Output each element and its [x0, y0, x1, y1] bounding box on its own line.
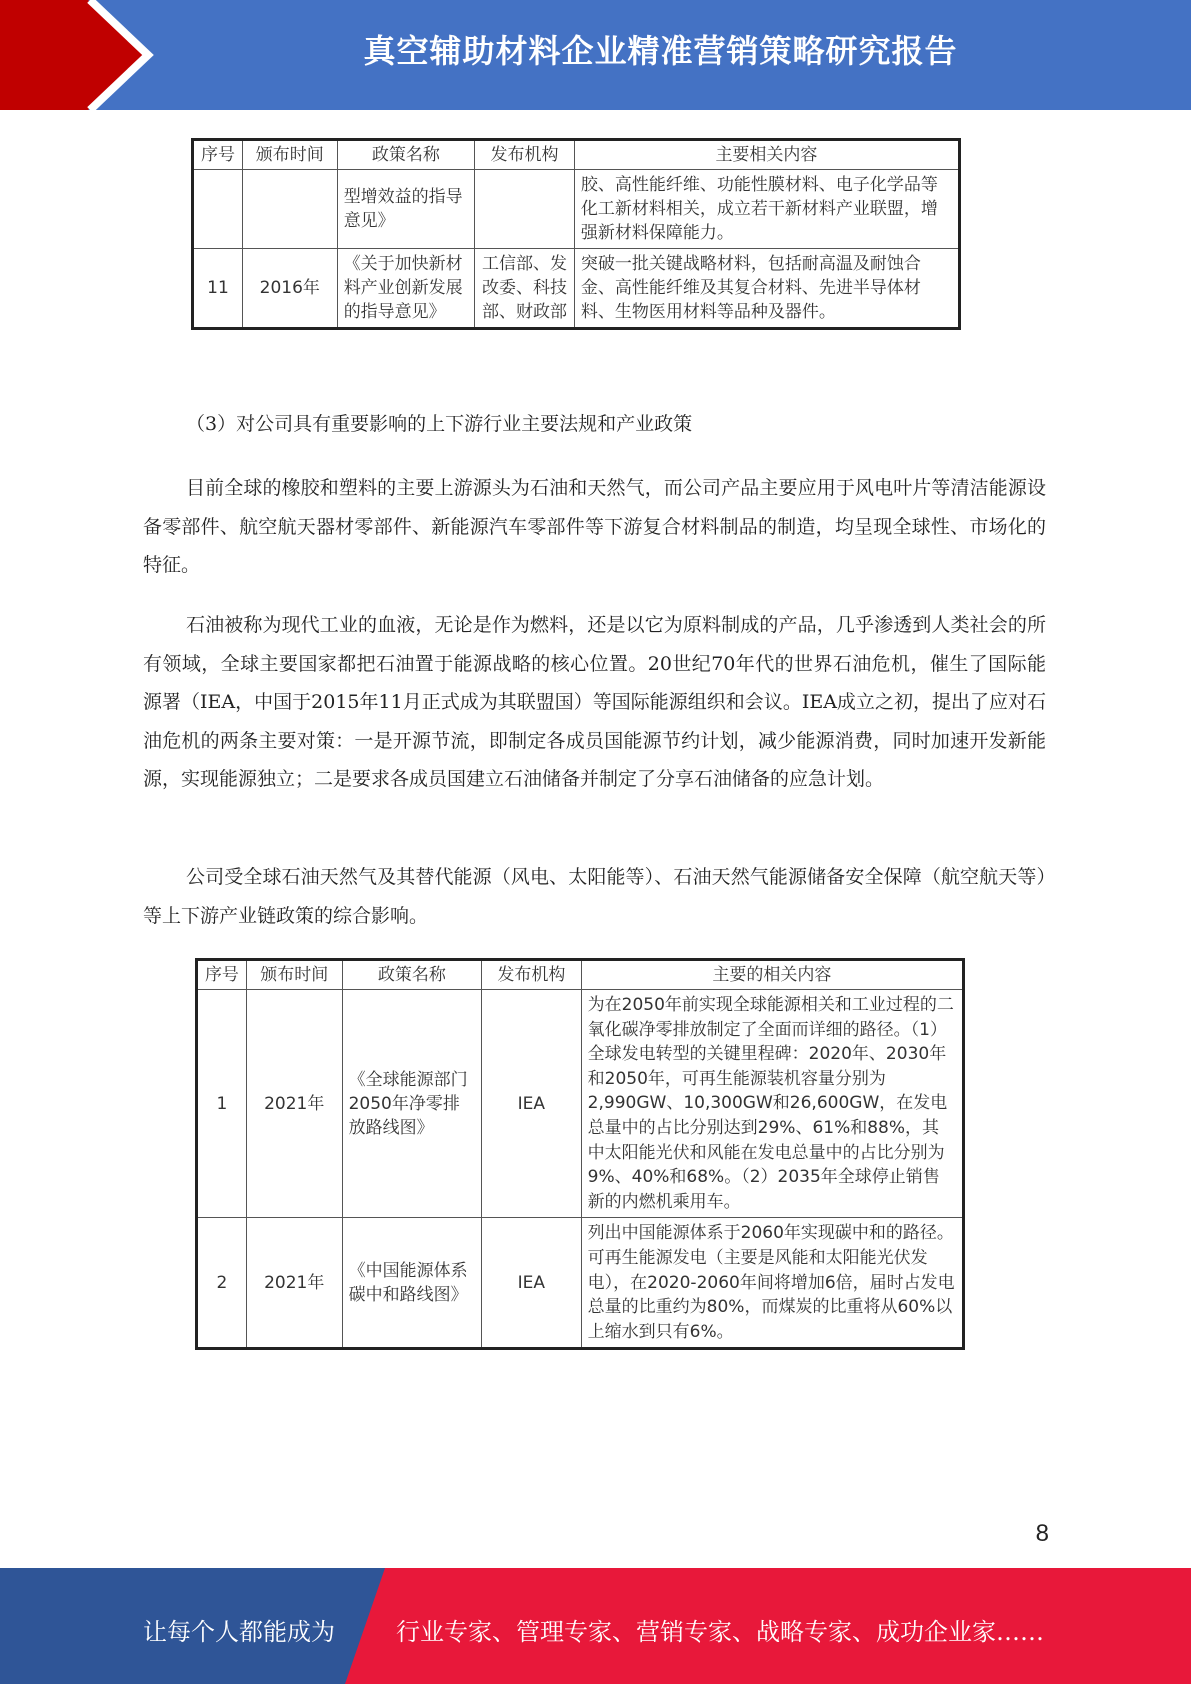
table-header-row [197, 960, 964, 990]
paragraph-impact: 公司受全球石油天然气及其替代能源（风电、太阳能等）、石油天然气能源储备安全保障（航空航天等）等上下游产业链政策的综合影响。 [143, 866, 1046, 927]
col-header-content: 主要相关内容 [574, 140, 959, 170]
cell-no: 2 [197, 1218, 247, 1349]
policy-table-2 [195, 958, 965, 1350]
cell-date: 2021年 [246, 990, 342, 1218]
cell-date [242, 170, 337, 249]
cell-no: 11 [193, 249, 243, 329]
footer-slogan-left: 让每个人都能成为 [143, 1618, 335, 1646]
col-header-date: 颁布时间 [246, 960, 342, 990]
table-row [193, 170, 960, 249]
cell-org: IEA [482, 990, 582, 1218]
col-header-name: 政策名称 [342, 960, 481, 990]
cell-org: IEA [482, 1218, 582, 1349]
report-title: 真空辅助材料企业精准营销策略研究报告 [363, 32, 958, 70]
col-header-org: 发布机构 [475, 140, 575, 170]
cell-content: 列出中国能源体系于2060年实现碳中和的路径。可再生能源发电（主要是风能和太阳能光伏发电），在2020-2060年间将增加6倍，届时占发电总量的比重约为80%，而煤炭的比重将从60%以上缩水到只有6%。 [581, 1218, 963, 1349]
table-row [197, 1218, 964, 1349]
policy-table-1 [191, 138, 961, 330]
chevron-logo-icon [0, 0, 160, 110]
cell-content: 为在2050年前实现全球能源相关和工业过程的二氧化碳净零排放制定了全面而详细的路径。（1）全球发电转型的关键里程碑：2020年、2030年和2050年，可再生能源装机容量分别为2,990GW、10,300GW和26,600GW，在发电总量中的占比分别达到29%、61%和88%，其中太阳能光伏和风能在发电总量中的占比分别为9%、40%和68%。（2）2035年全球停止销售新的内燃机乘用车。 [581, 990, 963, 1218]
page-header [0, 0, 1191, 110]
cell-content: 胶、高性能纤维、功能性膜材料、电子化学品等化工新材料相关，成立若干新材料产业联盟，增强新材料保障能力。 [574, 170, 959, 249]
cell-date: 2021年 [246, 1218, 342, 1349]
col-header-date: 颁布时间 [242, 140, 337, 170]
cell-org: 工信部、发改委、科技部、财政部 [475, 249, 575, 329]
table-row [193, 249, 960, 329]
page-footer [0, 1568, 1191, 1684]
footer-slogan-right: 行业专家、管理专家、营销专家、战略专家、成功企业家…… [396, 1618, 1044, 1646]
paragraph-upstream: 目前全球的橡胶和塑料的主要上游源头为石油和天然气，而公司产品主要应用于风电叶片等清洁能源设备零部件、航空航天器材零部件、新能源汽车零部件等下游复合材料制品的制造，均呈现全球性、市场化的特征。 [143, 477, 1046, 576]
col-header-no: 序号 [197, 960, 247, 990]
table-header-row [193, 140, 960, 170]
col-header-no: 序号 [193, 140, 243, 170]
paragraph-oil: 石油被称为现代工业的血液，无论是作为燃料，还是以它为原料制成的产品，几乎渗透到人类社会的所有领域，全球主要国家都把石油置于能源战略的核心位置。20世纪70年代的世界石油危机，催生了国际能源署（IEA，中国于2015年11月正式成为其联盟国）等国际能源组织和会议。IEA成立之初，提出了应对石油危机的两条主要对策：一是开源节流，即制定各成员国能源节约计划，减少能源消费，同时加速开发新能源，实现能源独立；二是要求各成员国建立石油储备并制定了分享石油储备的应急计划。 [143, 614, 1046, 790]
cell-name: 《关于加快新材料产业创新发展的指导意见》 [337, 249, 474, 329]
cell-name: 《中国能源体系碳中和路线图》 [342, 1218, 481, 1349]
cell-content: 突破一批关键战略材料，包括耐高温及耐蚀合金、高性能纤维及其复合材料、先进半导体材料、生物医用材料等品种及器件。 [574, 249, 959, 329]
col-header-org: 发布机构 [482, 960, 582, 990]
cell-org [475, 170, 575, 249]
cell-no: 1 [197, 990, 247, 1218]
cell-no [193, 170, 243, 249]
cell-date: 2016年 [242, 249, 337, 329]
page-number: 8 [1035, 1520, 1049, 1547]
cell-name: 型增效益的指导意见》 [337, 170, 474, 249]
col-header-name: 政策名称 [337, 140, 474, 170]
col-header-content: 主要的相关内容 [581, 960, 963, 990]
table-row [197, 990, 964, 1218]
section-heading: （3）对公司具有重要影响的上下游行业主要法规和产业政策 [186, 413, 693, 435]
cell-name: 《全球能源部门2050年净零排放路线图》 [342, 990, 481, 1218]
